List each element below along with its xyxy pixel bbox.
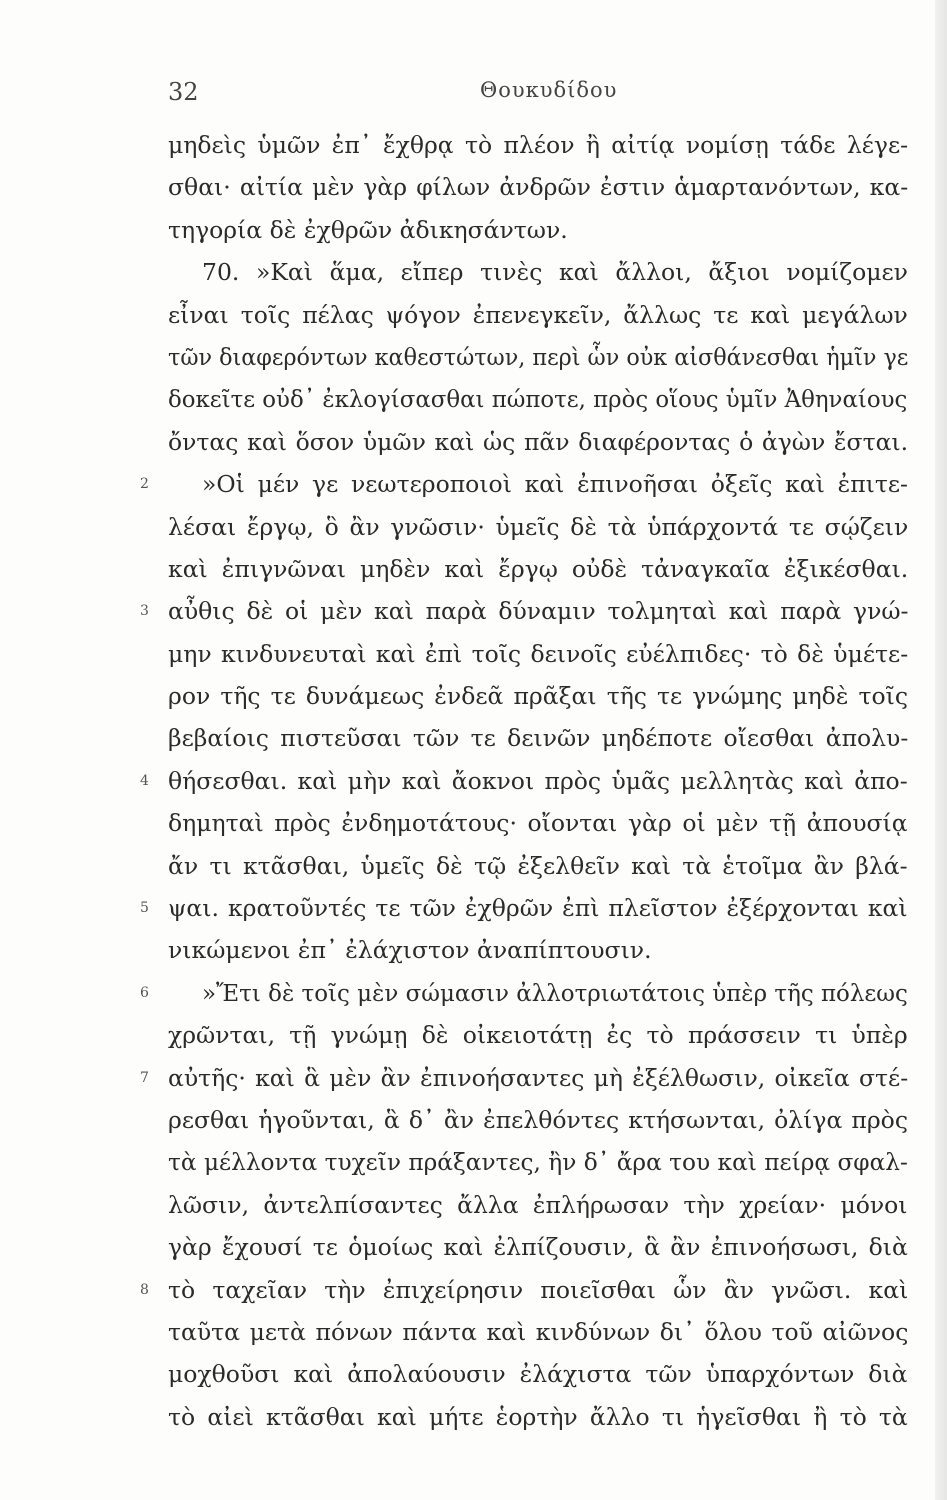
line-text: ψαι. κρατοῦντές τε τῶν ἐχθρῶν ἐπὶ πλεῖστον ἐξέρχονται καὶ <box>168 894 908 923</box>
section-margin-number: 5 <box>140 900 149 917</box>
page-edge <box>935 0 947 1500</box>
line-text: λέσαι ἔργῳ, ὃ ἂν γνῶσιν· ὑμεῖς δὲ τὰ ὑπάρχοντά τε σῴζειν <box>168 512 909 541</box>
line-text: αὖθις δὲ οἱ μὲν καὶ παρὰ δύναμιν τολμηταὶ καὶ παρὰ γνώ- <box>168 597 909 626</box>
line-text: αὐτῆς· καὶ ἃ μὲν ἂν ἐπινοήσαντες μὴ ἐξέλθωσιν, οἰκεῖα στέ- <box>168 1063 909 1092</box>
line-text: ἄν τι κτᾶσθαι, ὑμεῖς δὲ τῷ ἐξελθεῖν καὶ τὰ ἑτοῖμα ἂν βλά- <box>168 851 908 880</box>
text-line <box>168 1184 908 1226</box>
section-margin-number: 8 <box>140 1281 149 1298</box>
text-line <box>168 1311 908 1353</box>
text-line <box>168 166 908 208</box>
line-text: μην κινδυνευταὶ καὶ ἐπὶ τοῖς δεινοῖς εὐέλπιδες· τὸ δὲ ὑμέτε- <box>168 639 909 668</box>
text-line <box>168 1353 908 1395</box>
text-line <box>140 463 908 505</box>
line-text: ρον τῆς τε δυνάμεως ἐνδεᾶ πρᾶξαι τῆς τε γνώμης μηδὲ τοῖς <box>168 682 909 711</box>
section-margin-number: 2 <box>140 476 149 493</box>
line-text: τὰ μέλλοντα τυχεῖν πράξαντες, ἢν δ᾽ ἄρα του καὶ πείρᾳ σφαλ- <box>168 1148 908 1177</box>
line-text: 70. »Καὶ ἅμα, εἴπερ τινὲς καὶ ἄλλοι, ἄξιοι νομίζομεν <box>202 258 908 287</box>
line-text: θήσεσθαι. καὶ μὴν καὶ ἄοκνοι πρὸς ὑμᾶς μελλητὰς καὶ ἀπο- <box>168 766 908 795</box>
line-text: ὄντας καὶ ὅσον ὑμῶν καὶ ὡς πᾶν διαφέροντας ὁ ἀγὼν ἔσται. <box>168 427 909 456</box>
text-line <box>168 1014 908 1056</box>
line-text: »Ἔτι δὲ τοῖς μὲν σώμασιν ἀλλοτριωτάτοις ὑπὲρ τῆς πόλεως <box>202 978 908 1007</box>
section-margin-number: 4 <box>140 772 149 789</box>
text-line <box>140 1057 909 1099</box>
text-line <box>168 378 908 420</box>
line-text: »Οἱ μέν γε νεωτεροποιοὶ καὶ ἐπινοῆσαι ὀξεῖς καὶ ἐπιτε- <box>202 470 908 499</box>
text-line <box>168 1099 908 1141</box>
line-text: σθαι· αἰτία μὲν γὰρ φίλων ἀνδρῶν ἐστιν ἁμαρτανόντων, κα- <box>168 173 909 202</box>
line-text: τηγορία δὲ ἐχθρῶν ἀδικησάντων. <box>168 215 568 244</box>
text-line <box>140 590 909 632</box>
text-line <box>140 887 908 929</box>
line-text: δημηταὶ πρὸς ἐνδημοτάτους· οἴονται γὰρ οἱ μὲν τῇ ἀπουσίᾳ <box>168 809 908 838</box>
section-margin-number: 7 <box>140 1069 149 1086</box>
text-line <box>168 675 908 717</box>
page-header <box>0 78 947 118</box>
line-text: βεβαίοις πιστεῦσαι τῶν τε δεινῶν μηδέποτε οἴεσθαι ἀπολυ- <box>168 724 909 753</box>
line-text: νικώμενοι ἐπ᾽ ἐλάχιστον ἀναπίπτουσιν. <box>168 936 652 965</box>
line-text: ταῦτα μετὰ πόνων πάντα καὶ κινδύνων δι᾽ ὅλου τοῦ αἰῶνος <box>168 1317 909 1346</box>
text-line <box>168 633 908 675</box>
text-line <box>168 548 908 590</box>
line-text: εἶναι τοῖς πέλας ψόγον ἐπενεγκεῖν, ἄλλως τε καὶ μεγάλων <box>168 300 908 329</box>
page-number: 32 <box>168 78 199 106</box>
line-text: μηδεὶς ὑμῶν ἐπ᾽ ἔχθρᾳ τὸ πλέον ἢ αἰτίᾳ νομίσῃ τάδε λέγε- <box>168 131 909 159</box>
line-text: μοχθοῦσι καὶ ἀπολαύουσιν ἐλάχιστα τῶν ὑπαρχόντων διὰ <box>168 1360 908 1389</box>
text-line <box>168 294 908 336</box>
text-line <box>168 1141 908 1183</box>
line-text: τὸ ταχεῖαν τὴν ἐπιχείρησιν ποιεῖσθαι ὧν ἂν γνῶσι. καὶ <box>168 1275 909 1304</box>
text-line <box>168 717 908 759</box>
text-line <box>168 802 908 844</box>
text-line <box>140 1269 909 1311</box>
section-margin-number: 6 <box>140 984 149 1001</box>
line-text: γὰρ ἔχουσί τε ὁμοίως καὶ ἐλπίζουσιν, ἃ ἂν ἐπινοήσωσι, διὰ <box>168 1233 908 1262</box>
text-line <box>168 1226 908 1268</box>
text-line <box>168 209 908 251</box>
line-text: ρεσθαι ἡγοῦνται, ἃ δ᾽ ἂν ἐπελθόντες κτήσωνται, ὀλίγα πρὸς <box>168 1105 908 1134</box>
line-text: δοκεῖτε οὐδ᾽ ἐκλογίσασθαι πώποτε, πρὸς οἵους ὑμῖν Ἀθηναίους <box>168 385 908 414</box>
line-text: τῶν διαφερόντων καθεστώτων, περὶ ὧν οὐκ αἰσθάνεσθαι ἡμῖν γε <box>168 342 909 371</box>
text-line <box>168 1396 908 1438</box>
line-text: τὸ αἰεὶ κτᾶσθαι καὶ μήτε ἑορτὴν ἄλλο τι ἡγεῖσθαι ἢ τὸ τὰ <box>168 1402 908 1431</box>
text-line <box>168 845 908 887</box>
text-line <box>168 251 908 293</box>
line-text: λῶσιν, ἀντελπίσαντες ἄλλα ἐπλήρωσαν τὴν χρείαν· μόνοι <box>168 1190 908 1219</box>
text-line <box>168 124 908 166</box>
line-text: καὶ ἐπιγνῶναι μηδὲν καὶ ἔργῳ οὐδὲ τἀναγκαῖα ἐξικέσθαι. <box>168 554 909 583</box>
text-line <box>168 336 908 378</box>
text-line <box>140 972 908 1014</box>
line-text: χρῶνται, τῇ γνώμῃ δὲ οἰκειοτάτῃ ἐς τὸ πράσσειν τι ὑπὲρ <box>168 1021 908 1050</box>
text-line <box>140 760 908 802</box>
running-title: Θουκυδίδου <box>480 78 618 102</box>
text-line <box>168 506 908 548</box>
text-line <box>168 421 908 463</box>
text-line <box>168 929 908 971</box>
body-text <box>140 124 909 1438</box>
section-margin-number: 3 <box>140 603 149 620</box>
